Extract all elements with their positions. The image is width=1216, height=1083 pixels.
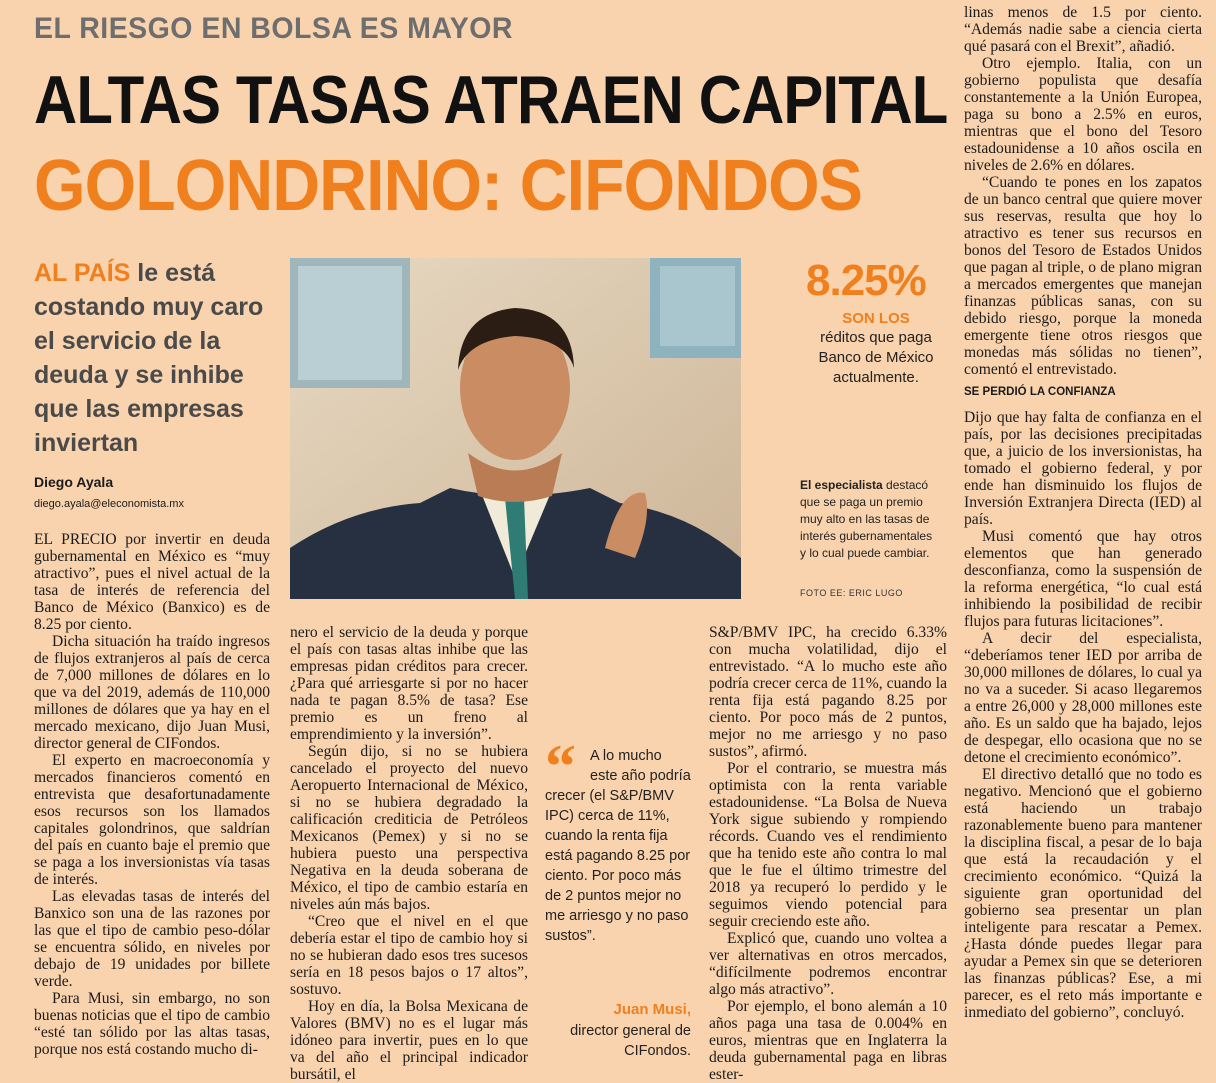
stat-value: 8.25% bbox=[806, 256, 926, 305]
paragraph: Musi comentó que hay otros elementos que han generado desconfianza, como la suspensión de la reforma energética, “lo cual está inhibiendo la posibilidad de recibir flujos para futuras licitaciones”. bbox=[964, 528, 1202, 630]
caption-text: destacó que se paga un premio muy alto en las tasas de interés gubernamentales y lo cual puede cambiar. bbox=[800, 478, 933, 560]
deck-lead: AL PAÍS bbox=[34, 259, 131, 287]
author-email[interactable]: diego.ayala@eleconomista.mx bbox=[34, 498, 184, 510]
photo-credit: FOTO EE: ERIC LUGO bbox=[800, 588, 903, 598]
headline-line-1: ALTAS TASAS ATRAEN CAPITAL bbox=[34, 62, 948, 138]
paragraph: Por ejemplo, el bono alemán a 10 años paga una tasa de 0.004% en euros, mientras que en Inglaterra la deuda gubernamental paga en libras ester- bbox=[709, 998, 947, 1083]
paragraph: Hoy en día, la Bolsa Mexicana de Valores (BMV) no es el lugar más idóneo para invertir, pues en lo que va del año el principal indicador bursátil, el bbox=[290, 998, 528, 1083]
paragraph: El directivo detalló que no todo es negativo. Mencionó que el gobierno está haciendo un trabajo razonablemente bueno para mantener la disciplina fiscal, a pesar de lo baja que está la recaudación y el crecimiento económico. “Quizá la siguiente gran oportunidad del gobierno sea presentar un plan inteligente para rescatar a Pemex. ¿Hasta dónde puedes llegar para ayudar a Pemex sin que se deterioren las finanzas públicas? Ese, a mi parecer, es el reto más importante e inmediato del gobierno”, concluyó. bbox=[964, 766, 1202, 1021]
interview-photo bbox=[290, 258, 741, 599]
caption-lead: El especialista bbox=[800, 478, 883, 492]
pull-quote-role: director general de CIFondos. bbox=[570, 1023, 691, 1059]
article-column-2 bbox=[290, 624, 528, 1083]
headline-line-2: GOLONDRINO: CIFONDOS bbox=[34, 146, 862, 226]
paragraph: nero el servicio de la deuda y porque el país con tasas altas inhibe que las empresas pidan créditos para crecer. ¿Para qué arriesgarte si por no hacer nada te pagan 8.5% de tasa? Ese premio es un freno al emprendimiento y la inversión”. bbox=[290, 624, 528, 743]
kicker: EL RIESGO EN BOLSA ES MAYOR bbox=[34, 12, 513, 45]
paragraph: Para Musi, sin embargo, no son buenas noticias que el tipo de cambio “esté tan sólido por las altas tasas, porque nos está costando mucho di- bbox=[34, 990, 270, 1058]
paragraph: “Creo que el nivel en el que debería estar el tipo de cambio hoy si no se hubieran dado esos tres sucesos sería en 18 pesos bajos o 17 altos”, sostuvo. bbox=[290, 913, 528, 998]
pull-quote-text: A lo mucho este año podría crecer (el S&P/BMV IPC) cerca de 11%, cuando la renta fija está pagando 8.25 por ciento. Por poco más de 2 puntos mejor no me arriesgo y no paso sustos”. bbox=[545, 748, 691, 944]
paragraph: Otro ejemplo. Italia, con un gobierno populista que desafía constantemente a la Unión Europea, paga su bono a 2.5% en euros, mientras que el bono del Tesoro estadounidense a 10 años oscila en niveles de 2.6% en dólares. bbox=[964, 55, 1202, 174]
paragraph: EL PRECIO por invertir en deuda gubernamental en México es “muy atractivo”, pues el nivel actual de la tasa de interés de referencia del Banco de México (Banxico) es de 8.25 por ciento. bbox=[34, 531, 270, 633]
deck bbox=[34, 256, 284, 460]
paragraph: A decir del especialista, “deberíamos tener IED por arriba de 30,000 millones de dólares, lo cual ya no va a suceder. Si acaso llegaremos a entre 26,000 y 28,000 millones este año. Es un saldo que ha bajado, lejos de despegar, ello ocasiona que no se detone el crecimiento económico”. bbox=[964, 630, 1202, 766]
subheading: SE PERDIÓ LA CONFIANZA bbox=[964, 386, 1116, 398]
paragraph: Por el contrario, se muestra más optimista con la renta variable estadounidense. “La Bolsa de Nueva York sigue subiendo y rompiendo récords. Cuando ves el rendimiento que ha tenido este año contra lo mal que le fue el último trimestre del 2018 ya recuperó lo perdido y le seguimos viendo potencial para seguir creciendo este año. bbox=[709, 760, 947, 930]
paragraph: S&P/BMV IPC, ha crecido 6.33% con mucha volatilidad, dijo el entrevistado. “A lo mucho este año podría crecer cerca de 11%, cuando la renta fija está pagando 8.25 por ciento. Por poco más de 2 puntos, mejor no me arriesgo y no paso sustos”, afirmó. bbox=[709, 624, 947, 760]
deck-text: le está costando muy caro el servicio de la deuda y se inhibe que las empresas inviertan bbox=[34, 259, 264, 457]
paragraph: Según dijo, si no se hubiera cancelado el proyecto del nuevo Aeropuerto Internacional de México, si no se hubiera degradado la calificación crediticia de Petróleos Mexicanos (Pemex) y si no se hubiera puesto una perspectiva Negativa en la deuda soberana de México, el tipo de cambio estaría en niveles aún más bajos. bbox=[290, 743, 528, 913]
article-column-4 bbox=[964, 4, 1202, 1021]
stat-description: réditos que paga Banco de México actualmente. bbox=[818, 329, 934, 386]
pull-quote-name: Juan Musi, bbox=[613, 1001, 691, 1018]
paragraph: “Cuando te pones en los zapatos de un banco central que quiere mover sus reservas, resulta que hoy lo atractivo es tener sus recursos en bonos del Tesoro de Estados Unidos que pagan al triple, o de plano migran a mercados emergentes que manejan finanzas públicas sanas, con su debido riesgo, porque la moneda emergente tiene otros riesgos que monedas más sólidas no tienen”, comentó el entrevistado. bbox=[964, 174, 1202, 378]
article-column-1 bbox=[34, 531, 270, 1058]
quote-mark: “ bbox=[545, 733, 576, 801]
pull-quote bbox=[545, 746, 692, 986]
author-name: Diego Ayala bbox=[34, 474, 114, 490]
paragraph: El experto en macroeconomía y mercados financieros comentó en entrevista que desafortunadamente esos recursos son los llamados capitales golondrinos, que saldrían del país en cuanto baje el premio que se paga a los inversionistas vía tasas de interés. bbox=[34, 752, 270, 888]
stat-label: SON LOS bbox=[842, 310, 910, 327]
paragraph: Dijo que hay falta de confianza en el país, por las decisiones precipitadas que, a juicio de los inversionistas, ha tomado el gobierno federal, y por ende han disminuido los flujos de Inversión Extranjera Directa (IED) al país. bbox=[964, 409, 1202, 528]
article-column-3 bbox=[709, 624, 947, 1083]
paragraph: Explicó que, cuando uno voltea a ver alternativas en otros mercados, “difícilmente podremos encontrar algo más atractivo”. bbox=[709, 930, 947, 998]
photo-illustration bbox=[290, 258, 741, 599]
photo-caption bbox=[800, 477, 940, 562]
paragraph: linas menos de 1.5 por ciento. “Además nadie sabe a ciencia cierta qué pasará con el Brexit”, añadió. bbox=[964, 4, 1202, 55]
paragraph: Las elevadas tasas de interés del Banxico son una de las razones por las que el tipo de cambio peso-dólar se encuentra sólido, en niveles por debajo de 19 unidades por billete verde. bbox=[34, 888, 270, 990]
paragraph: Dicha situación ha traído ingresos de flujos extranjeros al país de cerca de 7,000 millones de dólares en lo que va del 2019, además de 110,000 millones de dólares que ya hay en el mercado mexicano, dijo Juan Musi, director general de CIFondos. bbox=[34, 633, 270, 752]
